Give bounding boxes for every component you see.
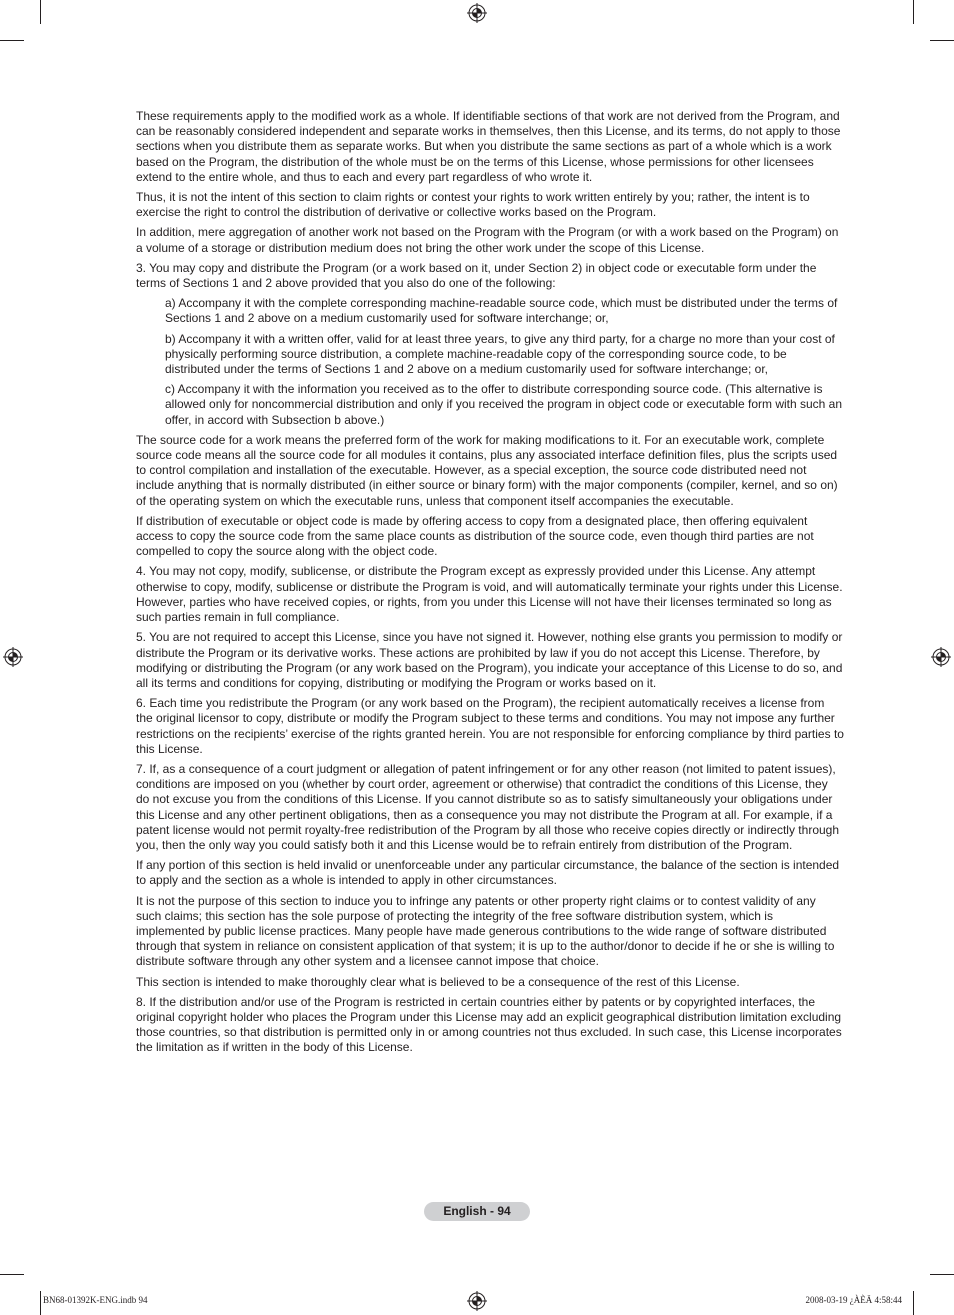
paragraph: The source code for a work means the preferred form of the work for making modifications to it. For an executable work, complete source code means all the source code for all modules it contains, plus any associated interface definition files, plus the scripts used to control compilation and installation of the executable. However, as a special exception, the source code distributed need not include anything that is normally distributed (in either source or binary form) with the major components (compiler, kernel, and so on) of the operating system on which the executable runs, unless that component itself accompanies the executable. — [136, 432, 838, 508]
crop-mark-top-right — [913, 0, 914, 24]
license-text-body — [136, 109, 844, 1061]
crop-mark-left-top — [0, 40, 24, 41]
crop-mark-top-left — [40, 0, 41, 24]
registration-mark-icon — [3, 647, 23, 667]
registration-mark-icon — [467, 3, 487, 23]
paragraph: Thus, it is not the intent of this section to claim rights or contest your rights to work written entirely by you; rather, the intent is to exercise the right to control the distribution of derivative or collective works based on the Program. — [136, 190, 810, 220]
paragraph: 7. If, as a consequence of a court judgment or allegation of patent infringement or for any other reason (not limited to patent issues), conditions are imposed on you (whether by court order, agreement or otherwise) that contradict the conditions of this License, they do not excuse you from the conditions of this License. If you cannot distribute so as to satisfy simultaneously your obligations under this License and any other pertinent obligations, then as a consequence you may not distribute the Program at all. For example, if a patent license would not permit royalty-free redistribution of the Program by all those who receive copies directly or indirectly through you, then the only way you could satisfy both it and this License would be to refrain entirely from distribution of the Program. — [136, 761, 840, 852]
crop-mark-right-bottom — [930, 1274, 954, 1275]
sub-paragraph: a) Accompany it with the complete corresponding machine-readable source code, which must be distributed under the terms of Sections 1 and 2 above on a medium customarily used for software interchange; or, — [165, 296, 838, 326]
registration-mark-icon — [931, 647, 951, 667]
print-slug-timestamp: 2008-03-19 ¿ÀÈÄ 4:58:44 — [805, 1295, 902, 1305]
registration-mark-icon — [467, 1291, 487, 1311]
paragraph: 4. You may not copy, modify, sublicense, or distribute the Program except as expressly provided under this License. Any attempt otherwise to copy, modify, sublicense or distribute the Program is void, and will automatically terminate your rights under this License. However, parties who have received copies, or rights, from you under this License will not have their licenses terminated so long as such parties remain in full compliance. — [136, 564, 843, 625]
crop-mark-right-top — [930, 40, 954, 41]
paragraph: It is not the purpose of this section to induce you to infringe any patents or other property right claims or to contest validity of any such claims; this section has the sole purpose of protecting the integrity of the free software distribution system, which is implemented by public license practices. Many people have made generous contributions to the wide range of software distributed through that system in reliance on consistent application of that system; it is up to the author/donor to decide if he or she is willing to distribute software through any other system and a licensee cannot impose that choice. — [136, 893, 835, 969]
paragraph: 8. If the distribution and/or use of the Program is restricted in certain countries either by patents or by copyrighted interfaces, the original copyright holder who places the Program under this License may add an explicit geographical distribution limitation excluding those countries, so that distribution is permitted only in or among countries not thus excluded. In such case, this License incorporates the limitation as if written in the body of this License. — [136, 994, 842, 1055]
paragraph: These requirements apply to the modified work as a whole. If identifiable sections of that work are not derived from the Program, and can be reasonably considered independent and separate works in themselves, then this License, and its terms, do not apply to those sections when you distribute them as separate works. But when you distribute the same sections as part of a whole which is a work based on the Program, the distribution of the whole must be on the terms of this License, whose permissions for other licensees extend to the entire whole, and thus to each and every part regardless of who wrote it. — [136, 109, 841, 184]
crop-mark-left-bottom — [0, 1274, 24, 1275]
paragraph: If distribution of executable or object code is made by offering access to copy from a designated place, then offering equivalent access to copy the source code from the same place counts as distribution of the source code, even though third parties are not compelled to copy the source along with the object code. — [136, 513, 814, 559]
paragraph: If any portion of this section is held invalid or unenforceable under any particular circumstance, the balance of the section is intended to apply and the section as a whole is intended to apply in other circumstances. — [136, 858, 840, 888]
paragraph: In addition, mere aggregation of another work not based on the Program with the Program (or with a work based on the Program) on a volume of a storage or distribution medium does not bring the other work under the scope of this License. — [136, 225, 839, 255]
crop-mark-bottom-left — [40, 1291, 41, 1315]
page-number-badge: English - 94 — [424, 1202, 530, 1221]
paragraph: 5. You are not required to accept this License, since you have not signed it. However, nothing else grants you permission to modify or distribute the Program or its derivative works. These actions are prohibited by law if you do not accept this License. Therefore, by modifying or distributing the Program (or any work based on the Program), you indicate your acceptance of this License to do so, and all its terms and conditions for copying, distributing or modifying the Program or works based on it. — [136, 630, 843, 690]
paragraph: 6. Each time you redistribute the Program (or any work based on the Program), the recipient automatically receives a license from the original licensor to copy, distribute or modify the Program subject to these terms and conditions. You may not impose any further restrictions on the recipients’ exercise of the rights granted herein. You are not responsible for enforcing compliance by third parties to this License. — [136, 696, 844, 756]
paragraph: This section is intended to make thoroughly clear what is believed to be a consequence of the rest of this License. — [136, 974, 740, 989]
paragraph: 3. You may copy and distribute the Program (or a work based on it, under Section 2) in object code or executable form under the terms of Sections 1 and 2 above provided that you also do one of the following: — [136, 260, 817, 291]
crop-mark-bottom-right — [913, 1291, 914, 1315]
sub-paragraph: b) Accompany it with a written offer, valid for at least three years, to give any third party, for a charge no more than your cost of physically performing source distribution, a complete machine-readable copy of the corresponding source code, to be distributed under the terms of Sections 1 and 2 above on a medium customarily used for software interchange; or, — [165, 331, 835, 377]
print-slug-file: BN68-01392K-ENG.indb 94 — [43, 1295, 148, 1305]
sub-paragraph: c) Accompany it with the information you received as to the offer to distribute corresponding source code. (This alternative is allowed only for noncommercial distribution and only if you received the program in object code or executable form with such an offer, in accord with Subsection b above.) — [165, 382, 843, 427]
